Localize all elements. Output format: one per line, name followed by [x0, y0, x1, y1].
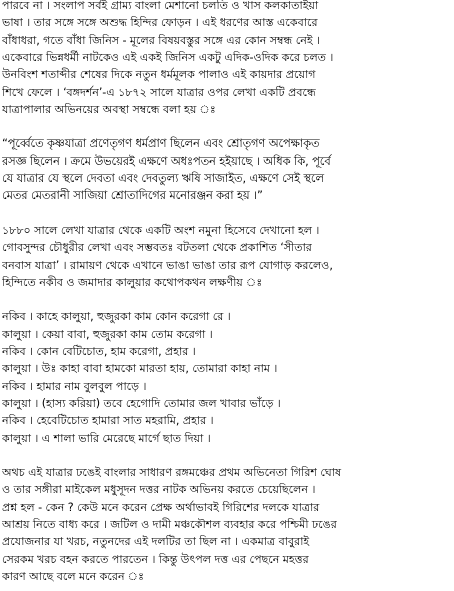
text-line	[2, 447, 452, 464]
text-line: কালুয়া । উঃ কাহা বাবা হামকো মারতা হায়, তোমারা কাহা নাম ।	[2, 362, 278, 376]
text-line: মেতর মেতরানী সাজিয়া শ্রোতাদিগের মনোরঞ্জন করা হয় ।”	[2, 188, 263, 203]
text-line: উনবিংশ শতাব্দীর শেষের দিকে নতুন ধর্মমূলক পালাও এই কায়দার প্রয়োগ	[2, 68, 316, 82]
text-line	[2, 205, 452, 222]
text-line: “পূর্ব্বেতে কৃষ্ণযাত্রা প্রণেতৃগণ ধর্মপ্রাণ ছিলেন এবং শ্রোতৃগণ অপেক্ষাকৃত	[2, 136, 320, 151]
text-line	[2, 291, 452, 308]
text-line: বনবাস যাত্রা’ । রামায়ণ থেকে এখানে ভাঙা ভাঙা তার রূপ যোগাড় করলেও,	[2, 258, 333, 272]
text-line: আশ্রয় নিতে বাধ্য করে । জটিল ও দামী মঞ্চকৌশল ব্যবহার করে পশ্চিমী ঢঙের	[2, 518, 337, 531]
text-line: নকিব । কাহে কালুয়া, হুজুরকা কাম কোন করেগা রে ।	[2, 310, 231, 324]
text-line: সেরকম খরচ বহন করতে পারতেন । কিন্তু উৎপল দত্ত এর পেছনে মহত্তর	[2, 552, 309, 566]
text-line: যে যাত্রার যে স্থলে দেবতা এবং দেবতুল্য ঋষি সাজাইত, এক্ষণে সেই স্থলে	[2, 171, 324, 185]
text-line	[2, 118, 452, 135]
text-line: নকিব । হামার নাম বুলবুল পাড়ে ।	[2, 379, 147, 393]
text-line: নকিব । হেবেটিচোত হামারা সাত মহরামি, প্রহার ।	[2, 414, 214, 428]
text-line: অথচ এই যাত্রার ঢঙেই বাংলার সাধারণ রঙ্গমঞ্চের প্রথম অভিনেতা গিরিশ ঘোষ	[2, 466, 342, 480]
text-line: কালুয়া । কেয়া বাবা, হুজুরকা কাম তোম করেগা ।	[2, 327, 213, 341]
text-line: একেবারে ভিন্নধর্মী নাটকেও এই একই জিনিস একটু এদিক-ওদিক করে চলত ।	[2, 50, 334, 64]
text-line: পারবে না । সংলাপ সর্বই গ্রাম্য বাংলা মেশানো চলতি ও খাস কলকাতাইয়া	[2, 0, 319, 12]
text-line: রসজ্ঞ ছিলেন । ক্রমে উভয়েরই এক্ষণে অধঃপতন হইয়াছে । অধিক কি, পূর্বে	[2, 153, 331, 168]
text-line: কালুয়া । (হাস্য করিয়া) তবে হেগোদি তোমার জল খাবার ভাঁড়ে ।	[2, 396, 281, 410]
text-line: যাত্রাপালার অভিনয়ের অবস্থা সম্বন্ধে বলা হয় ঃ	[2, 102, 216, 116]
text-line: কালুয়া । এ শালা ভারি মেরেছে মার্গে ছাত দিয়া ।	[2, 431, 211, 445]
text-line: বাঁধাধরা, গতে বাঁধা জিনিস - মূলের বিষয়বস্তুর সঙ্গে এর কোন সম্বন্ধ নেই ।	[2, 33, 320, 47]
text-line: প্রশ্ন হল - কেন ? কেউ মনে করেন প্রেক্ষ অর্থাভাবই গিরিশের দলকে যাত্রার	[2, 500, 320, 514]
text-line: গোবসুন্দর চৌধুরীর লেখা এবং সম্ভবতঃ বটতলা থেকে প্রকাশিত ‘সীতার	[2, 241, 312, 255]
text-line: প্রযোজনার যা খরচ, নতুনদের এই দলটির তা ছিল না । একমাত্র বাবুরাই	[2, 535, 310, 549]
text-line: নকিব । কোন বেটিচোত, হাম করেগা, প্রহার ।	[2, 345, 196, 358]
text-line: ভাষা । তার সঙ্গে সঙ্গে অশুদ্ধ হিন্দির ফোড়ন । এই ধরণের আস্ত একেবারে	[2, 16, 318, 30]
text-line: হিন্দিতে নকীব ও জমাদার কালুয়ার কথোপকথন লক্ষণীয় ঃ	[2, 275, 263, 289]
text-line: শিখে ফেলে । ‘বঙ্গদর্শন’-এ ১৮৭২ সালে যাত্রার ওপর লেখা একটি প্রবন্ধে	[2, 85, 316, 99]
text-line: কারণ আছে বলে মনে করেন ঃ	[2, 569, 144, 583]
text-line: ও তার সঙ্গীরা মাইকেল মধুসূদন দত্তর নাটক অভিনয় করতে চেয়েছিলেন ।	[2, 483, 316, 497]
text-line: ১৮৮০ সালে লেখা যাত্রার থেকে একটি অংশ নমুনা হিসেবে দেখানো হল ।	[2, 223, 320, 237]
